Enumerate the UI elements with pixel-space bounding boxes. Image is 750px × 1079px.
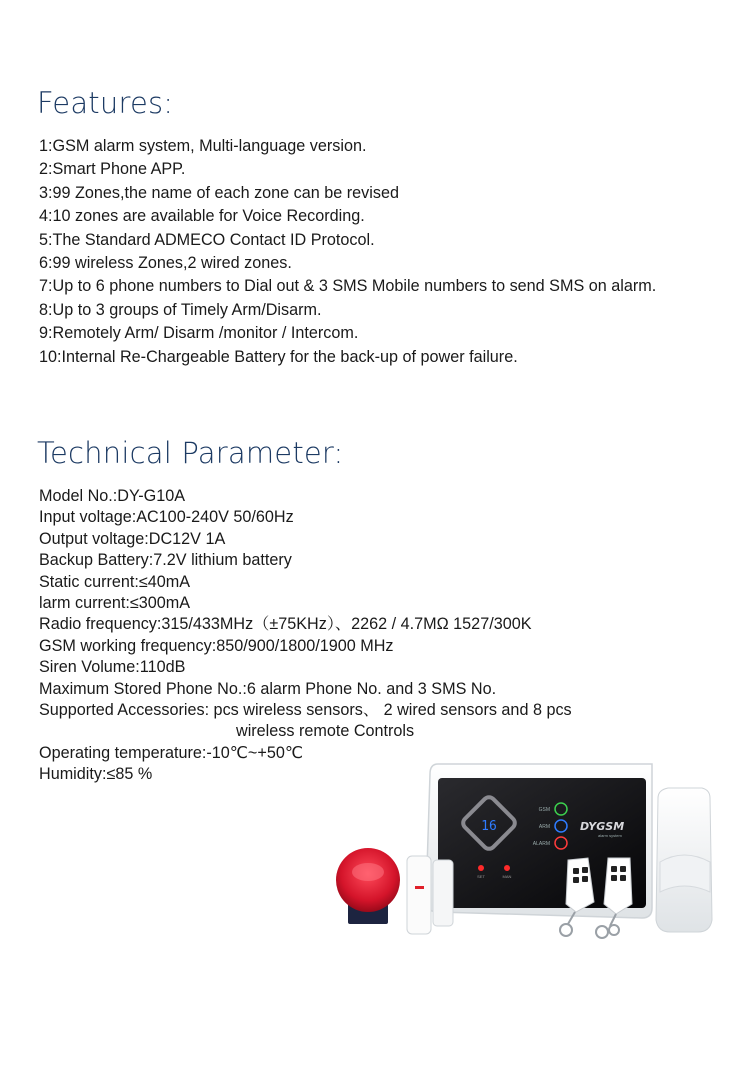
param-item: Static current:≤40mA (39, 572, 191, 591)
feature-item: 6:99 wireless Zones,2 wired zones. (39, 254, 292, 273)
param-item: Input voltage:AC100-240V 50/60Hz (39, 508, 294, 527)
door-sensor (407, 856, 453, 934)
product-photo (326, 752, 722, 952)
technical-parameter-list (39, 486, 572, 786)
status-label: ALARM (532, 841, 550, 847)
siren (336, 848, 400, 924)
status-label: ARM (538, 824, 550, 830)
param-item: Humidity:≤85 % (39, 765, 153, 784)
param-item: Siren Volume:110dB (39, 658, 186, 677)
status-label: GSM (538, 807, 550, 813)
man-button-light (504, 865, 510, 871)
feature-item: 4:10 zones are available for Voice Recording. (39, 207, 365, 226)
param-item: Maximum Stored Phone No.:6 alarm Phone No. and 3 SMS No. (39, 679, 497, 698)
display-digits: 16 (481, 819, 497, 834)
param-item: larm current:≤300mA (39, 594, 191, 613)
feature-item: 7:Up to 6 phone numbers to Dial out & 3 SMS Mobile numbers to send SMS on alarm. (39, 277, 657, 296)
param-item: Operating temperature:-10℃~+50℃ (39, 743, 304, 762)
feature-item: 2:Smart Phone APP. (39, 160, 186, 179)
param-item: Radio frequency:315/433MHz（±75KHz）、2262 / 4.7MΩ 1527/300K (39, 615, 532, 634)
feature-item: 3:99 Zones,the name of each zone can be revised (39, 183, 399, 202)
brand-subtitle: alarm system (598, 833, 622, 838)
feature-item: 5:The Standard ADMECO Contact ID Protocol. (39, 230, 375, 249)
param-item: Output voltage:DC12V 1A (39, 529, 226, 548)
features-heading: Features: (37, 86, 174, 120)
feature-item: 10:Internal Re-Chargeable Battery for the back-up of power failure. (39, 347, 518, 366)
features-list (39, 135, 656, 369)
feature-item: 1:GSM alarm system, Multi-language version. (39, 137, 367, 155)
set-button-light (478, 865, 484, 871)
brand-logo: DYGSM (580, 820, 625, 833)
feature-item: 9:Remotely Arm/ Disarm /monitor / Intercom. (39, 324, 359, 343)
param-item: GSM working frequency:850/900/1800/1900 MHz (39, 636, 394, 655)
param-item: Backup Battery:7.2V lithium battery (39, 551, 292, 570)
param-item: Supported Accessories: pcs wireless sensors、 2 wired sensors and 8 pcs (39, 701, 572, 720)
param-item: Model No.:DY-G10A (39, 487, 186, 505)
param-item-continuation: wireless remote Controls (236, 722, 415, 741)
technical-parameter-heading: Technical Parameter: (37, 436, 344, 470)
feature-item: 8:Up to 3 groups of Timely Arm/Disarm. (39, 300, 322, 319)
button-label: SET (477, 874, 485, 879)
pir-motion-sensor (656, 788, 712, 932)
button-label: MAN (502, 874, 512, 879)
